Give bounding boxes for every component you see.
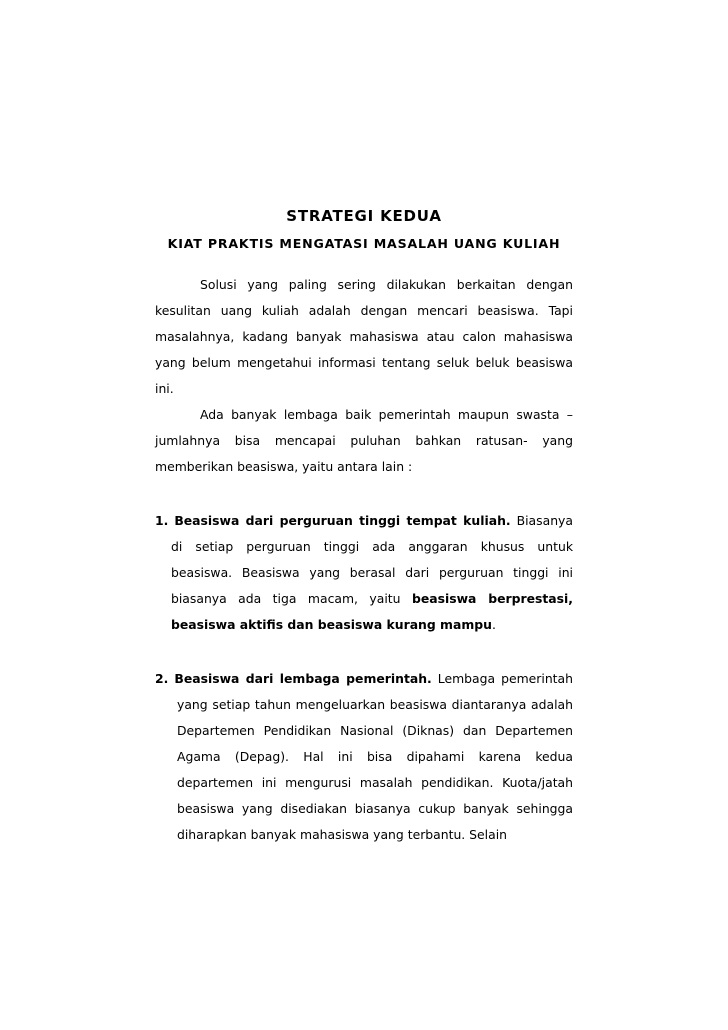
chapter-title: STRATEGI KEDUA: [286, 207, 442, 225]
list-item-text-end: .: [491, 617, 496, 632]
list-item-lead: Beasiswa dari lembaga pemerintah.: [174, 671, 432, 686]
list-item-government: [155, 666, 573, 848]
list-item-highlight: beasiswa berprestasi, beasiswa aktifis dan beasiswa kurang mampu: [171, 591, 573, 632]
paragraph-intro: Solusi yang paling sering dilakukan berkaitan dengan kesulitan uang kuliah adalah dengan mencari beasiswa. Tapi masalahnya, kadang banyak mahasiswa atau calon mahasiswa yang belum mengetahui informasi tentang seluk beluk beasiswa ini.: [155, 277, 573, 396]
list-item-text: Biasanya di setiap perguruan tinggi ada anggaran khusus untuk beasiswa. Beasiswa yang berasal dari perguruan tinggi ini biasanya ada tiga macam, yaitu: [171, 513, 573, 606]
list-number: 1.: [155, 513, 169, 528]
list-item-lead: Beasiswa dari perguruan tinggi tempat kuliah.: [174, 513, 511, 528]
list-number: 2.: [155, 671, 169, 686]
list-item-text: Lembaga pemerintah yang setiap tahun mengeluarkan beasiswa diantaranya adalah Departemen Pendidikan Nasional (Diknas) dan Departemen Agama (Depag). Hal ini bisa dipahami karena kedua departemen ini mengurusi masalah pendidikan. Kuota/jatah beasiswa yang disediakan biasanya cukup banyak sehingga diharapkan banyak mahasiswa yang terbantu. Selain: [177, 671, 573, 842]
list-item-university: [155, 508, 573, 638]
paragraph-institutions: Ada banyak lembaga baik pemerintah maupun swasta – jumlahnya bisa mencapai puluhan bahkan ratusan- yang memberikan beasiswa, yaitu antara lain :: [155, 407, 573, 474]
page-content: [155, 203, 573, 848]
chapter-subtitle: KIAT PRAKTIS MENGATASI MASALAH UANG KULIAH: [167, 236, 561, 251]
scholarship-list: [155, 508, 573, 848]
